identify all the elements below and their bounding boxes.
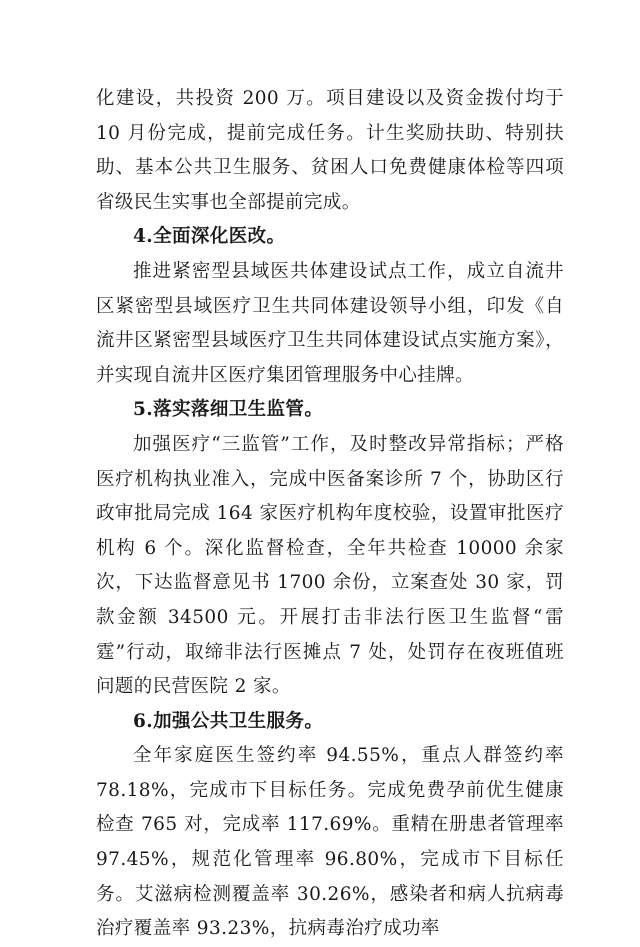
section-body-6: 全年家庭医生签约率 94.55%，重点人群签约率 78.18%，完成市下目标任务。完成免费孕前优生健康检查 765 对，完成率 117.69%。重精在册患者管理率 97.45%，规范化管理率 96.80%，完成市下目标任务。艾滋病检测覆盖率 30.26%，感染者和病人抗病毒治疗覆盖率 93.23%，抗病毒治疗成功率 (96, 745, 564, 940)
section-body-5: 加强医疗“三监管”工作，及时整改异常指标；严格医疗机构执业准入，完成中医备案诊所 7 个，协助区行政审批局完成 164 家医疗机构年度校验，设置审批医疗机构 6 个。深化监督检查，全年共检查 10000 余家次，下达监督意见书 1700 余份，立案查处 30 家，罚款金额 34500 元。开展打击非法行医卫生监督“雷霆”行动，取缔非法行医摊点 7 处，处罚存在夜班值班问题的民营医院 2 家。 (96, 433, 564, 698)
continued-paragraph: 化建设，共投资 200 万。项目建设以及资金拨付均于 10 月份完成，提前完成任务。计生奖励扶助、特别扶助、基本公共卫生服务、贫困人口免费健康体检等四项省级民生实事也全部提前完成。 (96, 88, 564, 213)
section-body-4: 推进紧密型县域医共体建设试点工作，成立自流井区紧密型县域医疗卫生共同体建设领导小组，印发《自流井区紧密型县域医疗卫生共同体建设试点实施方案》，并实现自流井区医疗集团管理服务中心挂牌。 (96, 260, 564, 386)
section-heading-5: 5.落实落细卫生监管。 (133, 399, 324, 421)
section-heading-4: 4.全面深化医改。 (133, 226, 286, 248)
section-heading-6: 6.加强公共卫生服务。 (133, 710, 324, 732)
document-body (96, 82, 564, 947)
